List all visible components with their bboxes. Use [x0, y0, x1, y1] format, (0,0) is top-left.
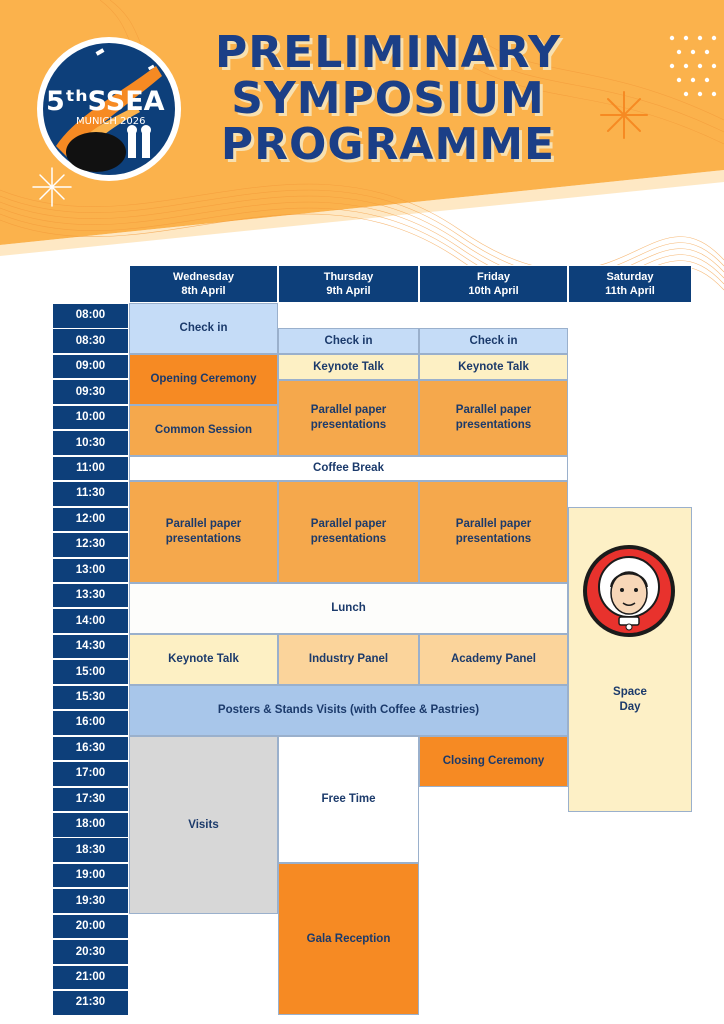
title-line-2: SYMPOSIUM — [231, 73, 545, 124]
event-fri-closing-ceremony: Closing Ceremony — [419, 736, 568, 787]
event-wed-parallel-papers — [129, 481, 278, 583]
time-slot: 17:30 — [52, 787, 129, 813]
time-slot: 08:30 — [52, 328, 129, 354]
astronaut-icon — [581, 543, 677, 639]
day-date: 11th April — [605, 285, 655, 297]
time-slot: 13:30 — [52, 583, 129, 609]
event-label: Space Day — [613, 685, 647, 713]
time-slot: 20:30 — [52, 939, 129, 965]
event-label: Parallel paper presentations — [310, 404, 387, 431]
event-label: Parallel paper presentations — [455, 518, 532, 545]
event-thu-parallel-papers — [278, 481, 419, 583]
time-slot: 14:30 — [52, 634, 129, 660]
day-header-friday — [419, 265, 568, 303]
time-slot: 18:00 — [52, 812, 129, 838]
time-slot: 11:00 — [52, 456, 129, 482]
time-slot: 15:00 — [52, 659, 129, 685]
event-thu-parallel-papers-am — [278, 380, 419, 456]
day-name: Thursday — [323, 271, 374, 283]
event-lunch: Lunch — [129, 583, 568, 634]
time-slot: 10:30 — [52, 430, 129, 456]
day-name: Friday — [476, 271, 510, 283]
day-header-saturday — [568, 265, 692, 303]
event-thu-industry-panel: Industry Panel — [278, 634, 419, 685]
logo-title-text: 5ᵗʰSSEA — [46, 86, 165, 117]
day-header-thursday — [278, 265, 419, 303]
event-thu-gala-reception: Gala Reception — [278, 863, 419, 1015]
time-slot: 09:30 — [52, 379, 129, 405]
title-line-3: PROGRAMME — [220, 119, 556, 170]
event-fri-parallel-papers-am — [419, 380, 568, 456]
event-fri-parallel-papers — [419, 481, 568, 583]
event-wed-opening-ceremony: Opening Ceremony — [129, 354, 278, 405]
event-wed-visits: Visits — [129, 736, 278, 914]
event-coffee-break: Coffee Break — [129, 456, 568, 481]
day-date: 8th April — [181, 285, 226, 297]
time-slot: 08:00 — [52, 303, 129, 329]
time-slot: 17:00 — [52, 761, 129, 787]
event-thu-free-time: Free Time — [278, 736, 419, 863]
time-slot: 12:00 — [52, 507, 129, 533]
time-slot: 15:30 — [52, 685, 129, 711]
time-slot: 10:00 — [52, 405, 129, 431]
title-line-1: PRELIMINARY — [215, 27, 561, 78]
event-wed-keynote: Keynote Talk — [129, 634, 278, 685]
time-slot: 16:00 — [52, 710, 129, 736]
event-thu-keynote: Keynote Talk — [278, 354, 419, 380]
day-name: Saturday — [606, 271, 654, 283]
event-label: Parallel paper presentations — [310, 518, 387, 545]
event-fri-checkin: Check in — [419, 328, 568, 354]
ssea-logo — [36, 36, 182, 182]
time-slot: 21:00 — [52, 965, 129, 991]
time-slot: 09:00 — [52, 354, 129, 380]
time-slot: 11:30 — [52, 481, 129, 507]
time-slot: 16:30 — [52, 736, 129, 762]
programme-title — [196, 27, 580, 170]
time-slot: 13:00 — [52, 558, 129, 584]
event-fri-academy-panel: Academy Panel — [419, 634, 568, 685]
time-slot: 19:00 — [52, 863, 129, 889]
event-label: Parallel paper presentations — [455, 404, 532, 431]
event-fri-keynote: Keynote Talk — [419, 354, 568, 380]
event-posters-stands: Posters & Stands Visits (with Coffee & Pastries) — [129, 685, 568, 736]
day-date: 9th April — [326, 285, 371, 297]
day-header-wednesday — [129, 265, 278, 303]
time-slot: 18:30 — [52, 837, 129, 863]
time-slot: 21:30 — [52, 990, 129, 1016]
time-slot: 19:30 — [52, 888, 129, 914]
logo-subtitle-text: MUNICH 2026 — [76, 116, 146, 127]
day-date: 10th April — [468, 285, 519, 297]
event-label: Parallel paper presentations — [165, 518, 242, 545]
time-slot: 12:30 — [52, 532, 129, 558]
event-wed-checkin: Check in — [129, 303, 278, 354]
time-slot: 20:00 — [52, 914, 129, 940]
day-name: Wednesday — [173, 271, 234, 283]
event-wed-common-session: Common Session — [129, 405, 278, 456]
time-slot: 14:00 — [52, 608, 129, 634]
event-thu-checkin: Check in — [278, 328, 419, 354]
